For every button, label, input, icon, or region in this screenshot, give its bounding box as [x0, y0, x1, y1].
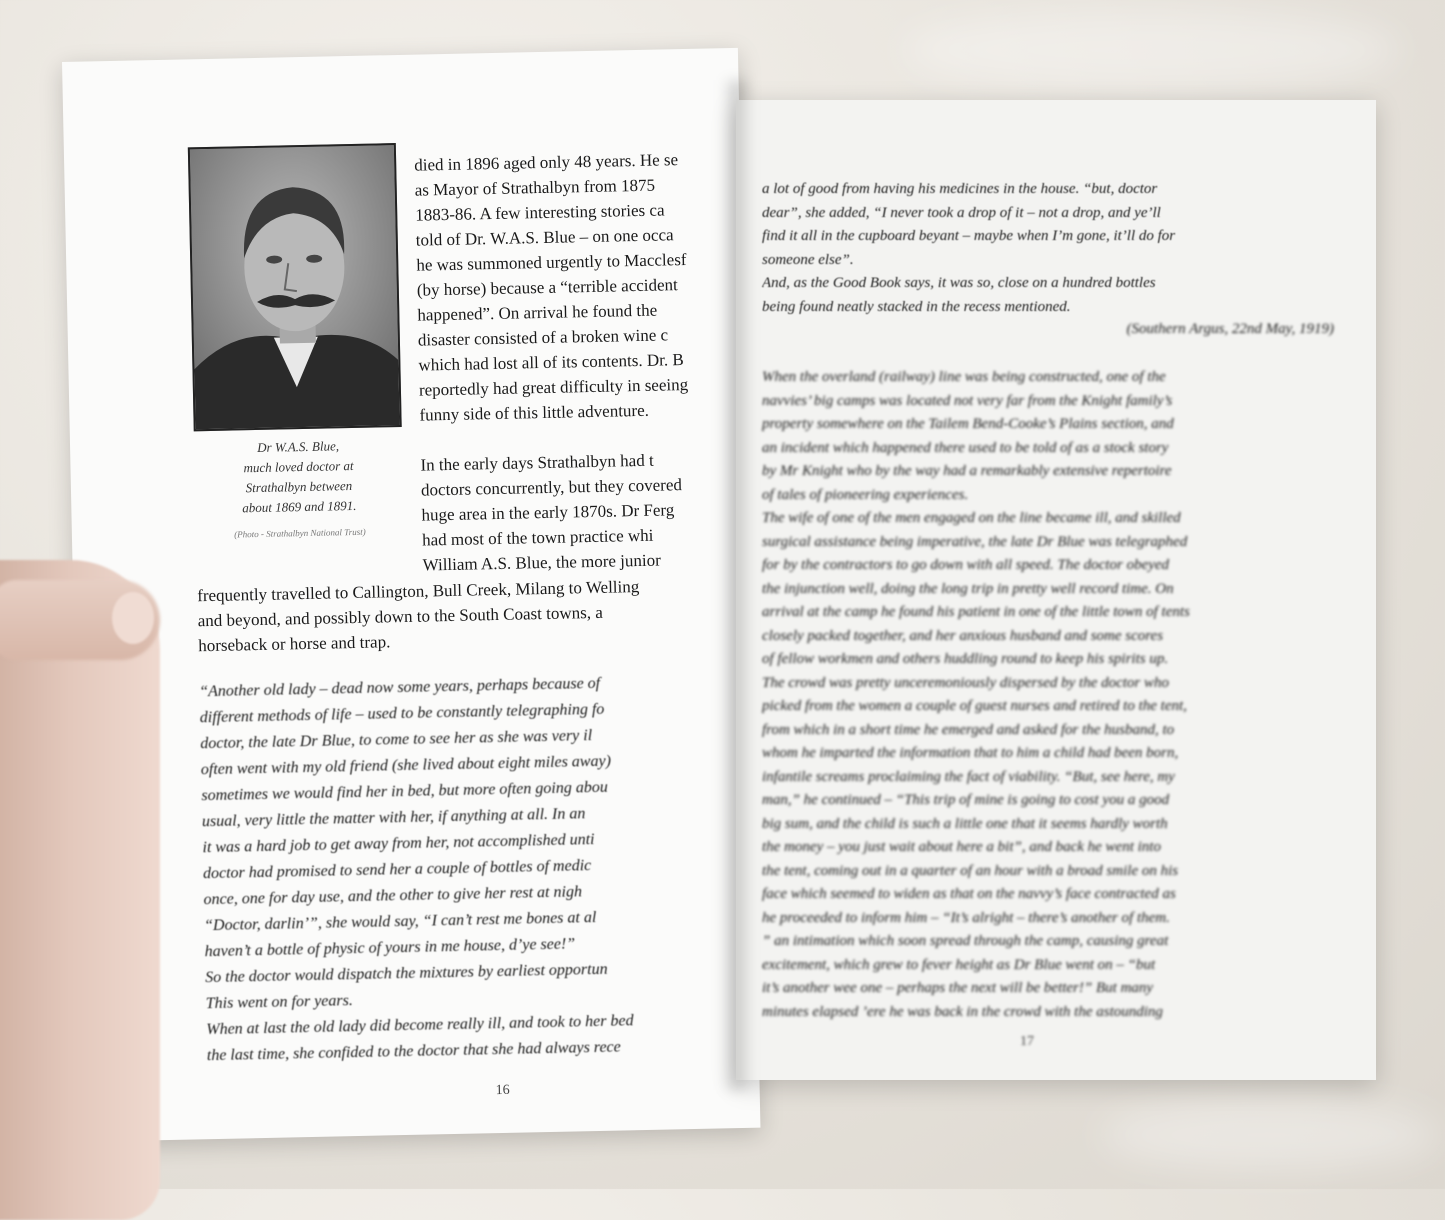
text-line: man,” he continued – “This trip of mine is going to cost you a good	[762, 792, 1170, 808]
paragraph-1	[414, 146, 746, 428]
text-line: told of Dr. W.A.S. Blue – on one occa	[415, 225, 674, 250]
text-line: surgical assistance being imperative, the late Dr Blue was telegraphed	[762, 533, 1188, 550]
quote-line: So the doctor would dispatch the mixtures by earliest opportun	[205, 960, 608, 987]
text-line: horseback or horse and trap.	[198, 632, 391, 656]
quote-line: find it all in the cupboard beyant – maybe when I’m gone, it’ll do for	[762, 228, 1176, 244]
text-line: face which seemed to widen as that on the navvy’s face contracted as	[762, 886, 1176, 902]
text-line: ” an intimation which soon spread through the camp, causing great	[762, 933, 1169, 949]
text-line: frequently travelled to Callington, Bull Creek, Milang to Welling	[197, 577, 640, 606]
text-line: which had lost all of its contents. Dr. B	[418, 350, 684, 375]
text-line: property somewhere on the Tailem Bend-Cooke’s Plains section, and	[762, 416, 1174, 432]
text-line: whom he imparted the information that to him a child had been born,	[762, 745, 1179, 761]
quote-line: haven’t a bottle of physic of yours in me house, d’ye see!”	[204, 935, 576, 961]
page-number: 16	[495, 1082, 510, 1099]
quote-line: This went on for years.	[205, 992, 354, 1013]
left-page	[62, 48, 760, 1142]
text-line: it’s another wee one – perhaps the next will be better!” But many	[762, 980, 1154, 996]
text-line: picked from the women a couple of guest nurses and retired to the tent,	[762, 698, 1187, 714]
quote-continuation	[762, 178, 1314, 319]
text-line: In the early days Strathalbyn had t	[420, 450, 654, 475]
quote-line: it was a hard job to get away from her, not accomplished unti	[202, 831, 595, 857]
text-line: (by horse) because a “terrible accident	[416, 275, 678, 300]
paragraph-2-full	[197, 572, 750, 659]
quote-line: a lot of good from having his medicines in the house. “but, doctor	[762, 181, 1158, 197]
quote-line: “Doctor, darlin’”, she would say, “I can’t rest me bones at al	[203, 908, 597, 935]
quote-line: doctor had promised to send her a couple of bottles of medic	[202, 857, 592, 883]
text-line: doctors concurrently, but they covered	[420, 475, 683, 500]
quote-line: When at last the old lady did become really ill, and took to her bed	[206, 1012, 634, 1039]
text-line: infantile screams proclaiming the fact of viability. “But, see here, my	[762, 768, 1175, 785]
text-line: by Mr Knight who by the way had a remarkably extensive repertoire	[762, 463, 1172, 479]
text-line: closely packed together, and her anxious husband and some scores	[762, 627, 1164, 644]
quote-line: “Another old lady – dead now some years, perhaps because of	[199, 674, 601, 701]
quote-line: sometimes we would find her in bed, but more often going abou	[201, 778, 608, 805]
text-line: the money – you just wait about here a bit”, and back he went into	[762, 839, 1161, 855]
text-line: reportedly had great difficulty in seeing	[418, 374, 689, 400]
text-line: from which in a short time he emerged and asked for the husband, to	[762, 721, 1175, 738]
quote-line: different methods of life – used to be constantly telegraphing fo	[199, 700, 605, 727]
caption-line: much loved doctor at	[243, 457, 354, 476]
anecdote-block	[762, 366, 1314, 1024]
text-line: and beyond, and possibly down to the South Coast towns, a	[197, 602, 603, 631]
text-line: for by the contractors to go down with all speed. The doctor obeyed	[762, 557, 1170, 573]
text-line: 1883-86. A few interesting stories ca	[415, 200, 665, 225]
caption-line: about 1869 and 1891.	[242, 497, 357, 516]
text-line: of fellow workmen and others huddling round to keep his spirits up.	[762, 651, 1169, 667]
text-line: big sum, and the child is such a little one that it seems hardly worth	[762, 815, 1168, 832]
paragraph-2-column	[420, 446, 749, 578]
quote-line: someone else”.	[762, 251, 854, 268]
text-line: he proceeded to inform him – “It’s alright – there’s another of them.	[762, 909, 1170, 926]
text-line: an incident which happened there used to be told of as a stock story	[762, 439, 1169, 456]
text-line: had most of the town practice whi	[421, 525, 654, 550]
book-gutter	[722, 80, 752, 1090]
photo-credit: (Photo - Strathalbyn National Trust)	[234, 526, 366, 540]
quote-line: dear”, she added, “I never took a drop of it – not a drop, and ye’ll	[762, 204, 1161, 221]
quote-line: doctor, the late Dr Blue, to come to see her as she was very il	[200, 727, 593, 753]
thumbnail-nail	[112, 592, 154, 644]
text-line: huge area in the early 1870s. Dr Ferg	[421, 500, 675, 525]
page-number: 17	[1020, 1034, 1034, 1049]
quote-line: the last time, she confided to the doctor that she had always rece	[206, 1038, 621, 1065]
text-line: of tales of pioneering experiences.	[762, 486, 969, 503]
text-line: died in 1896 aged only 48 years. He se	[414, 150, 679, 175]
quote-line: often went with my old friend (she lived about eight miles away)	[200, 752, 612, 779]
text-line: The crowd was pretty unceremoniously dispersed by the doctor who	[762, 674, 1170, 691]
portrait-photo	[188, 143, 402, 431]
text-line: When the overland (railway) line was being constructed, one of the	[762, 369, 1166, 385]
text-line: excitement, which grew to fever height as Dr Blue went on – “but	[762, 956, 1156, 973]
right-page	[736, 100, 1376, 1080]
text-line: disaster consisted of a broken wine c	[417, 325, 669, 350]
caption-line: Strathalbyn between	[245, 478, 353, 496]
portrait-illustration	[190, 145, 400, 429]
text-line: minutes elapsed ’ere he was back in the crowd with the astounding	[762, 1003, 1163, 1020]
text-line: the injunction well, doing the long trip in pretty well record time. On	[762, 580, 1174, 597]
text-line: happened”. On arrival he found the	[417, 300, 658, 325]
text-line: arrival at the camp he found his patient in one of the little town of tents	[762, 604, 1190, 620]
text-line: navvies’ big camps was located not very far from the Knight family’s	[762, 392, 1173, 409]
text-line: as Mayor of Strathalbyn from 1875	[414, 175, 656, 200]
quote-block	[199, 668, 759, 1069]
caption-line: Dr W.A.S. Blue,	[257, 438, 340, 455]
quote-line: And, as the Good Book says, it was so, close on a hundred bottles	[762, 275, 1156, 291]
text-line: The wife of one of the men engaged on the line became ill, and skilled	[762, 510, 1181, 526]
text-line: funny side of this little adventure.	[419, 400, 650, 425]
text-line: the tent, coming out in a quarter of an hour with a broad smile on his	[762, 862, 1179, 879]
photo-caption	[188, 435, 410, 546]
quote-line: being found neatly stacked in the recess mentioned.	[762, 298, 1071, 315]
cloth-highlight	[900, 10, 1400, 90]
text-line: he was summoned urgently to Macclesf	[416, 249, 687, 275]
quote-line: once, one for day use, and the other to give her rest at nigh	[203, 883, 583, 909]
source-citation: (Southern Argus, 22nd May, 1919)	[1126, 321, 1334, 337]
text-line: William A.S. Blue, the more junior	[422, 550, 661, 575]
cloth-highlight	[1100, 1100, 1440, 1170]
quote-line: usual, very little the matter with her, if anything at all. In an	[201, 805, 586, 831]
